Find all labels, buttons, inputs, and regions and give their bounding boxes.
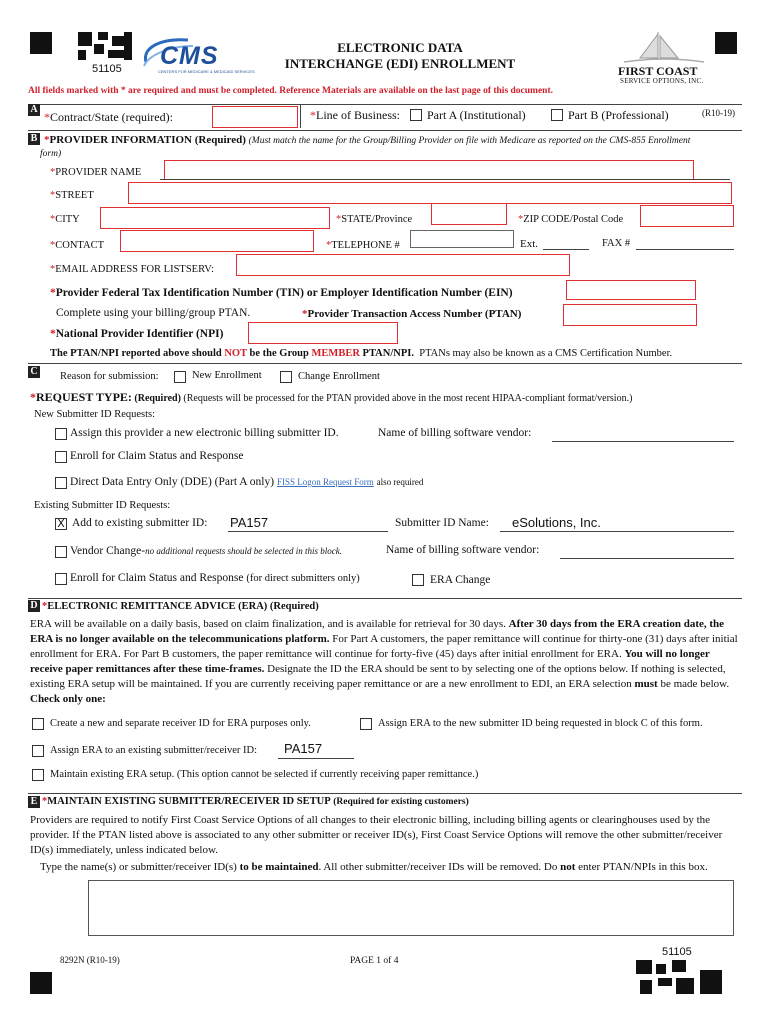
new-enrollment-label: New Enrollment	[192, 370, 262, 381]
provider-info-heading: *PROVIDER INFORMATION (Required) (Must match the name for the Group/Billing Provider on file with Medicare as reported on the CMS-855 Enrollment	[44, 134, 691, 146]
new-submitter-heading: New Submitter ID Requests:	[34, 409, 156, 420]
era-new-receiver-label: Create a new and separate receiver ID for ERA purposes only.	[50, 718, 311, 729]
zip-input[interactable]	[640, 205, 734, 227]
vendor-change-label: Vendor Change-no additional requests should be selected in this block.	[70, 545, 342, 557]
line-of-business-label: *Line of Business:	[310, 108, 400, 122]
part-a-checkbox[interactable]	[410, 109, 422, 121]
registration-mark-bottom-left	[30, 972, 52, 994]
era-assign-existing-label: Assign ERA to an existing submitter/receiver ID:	[50, 745, 258, 756]
section-d-marker: D	[28, 600, 40, 612]
form-title-line1: ELECTRONIC DATA	[337, 40, 463, 55]
era-maintain-label: Maintain existing ERA setup. (This option cannot be selected if currently receiving paper remittance.)	[50, 769, 479, 780]
enroll-direct-checkbox[interactable]	[55, 573, 67, 585]
change-enrollment-label: Change Enrollment	[298, 371, 380, 382]
barcode-bottom	[636, 960, 694, 994]
cms-logo-subtitle: CENTERS FOR MEDICARE & MEDICAID SERVICES	[158, 69, 255, 74]
telephone-input[interactable]	[410, 230, 514, 248]
form-number-top: 51105	[92, 63, 122, 75]
revision-label: (R10-19)	[702, 108, 735, 118]
city-label: *CITY	[50, 214, 80, 225]
submitter-id-name-label: Submitter ID Name:	[395, 517, 489, 529]
first-coast-logo	[618, 30, 710, 86]
era-assign-new-checkbox[interactable]	[360, 718, 372, 730]
first-coast-name: FIRST COAST	[618, 64, 698, 78]
maintain-instructions: Type the name(s) or submitter/receiver ID(s) to be maintained. All other submitter/receiver IDs will be removed. Do not enter PTAN/NPIs in this box.	[40, 861, 708, 873]
ptan-npi-note: The PTAN/NPI reported above should NOT be the Group MEMBER PTAN/NPI. PTANs may also be known as a CMS Certification Number.	[50, 348, 673, 359]
ext-label: Ext.	[520, 238, 539, 250]
state-label: *STATE/Province	[336, 214, 413, 225]
zip-label: *ZIP CODE/Postal Code	[518, 214, 624, 225]
enroll-claim-status-checkbox[interactable]	[55, 451, 67, 463]
existing-submitter-heading: Existing Submitter ID Requests:	[34, 500, 171, 511]
maintained-ids-textbox[interactable]	[88, 880, 734, 936]
assign-new-checkbox[interactable]	[55, 428, 67, 440]
part-a-label: Part A (Institutional)	[427, 108, 526, 122]
era-maintain-checkbox[interactable]	[32, 769, 44, 781]
era-assign-new-label: Assign ERA to the new submitter ID being requested in block C of this form.	[378, 718, 703, 729]
dde-label: Direct Data Entry Only (DDE) (Part A only) FISS Logon Request Form also required	[70, 476, 424, 488]
fax-label: FAX #	[602, 238, 631, 249]
provider-name-label: *PROVIDER NAME	[50, 167, 142, 178]
add-existing-checkbox[interactable]: X	[55, 518, 67, 530]
npi-label: *National Provider Identifier (NPI)	[50, 328, 224, 340]
email-label: *EMAIL ADDRESS FOR LISTSERV:	[50, 264, 214, 275]
section-a-marker: A	[28, 104, 40, 116]
ptan-intro: Complete using your billing/group PTAN.	[56, 307, 251, 319]
era-change-checkbox[interactable]	[412, 574, 424, 586]
vendor-name-label: Name of billing software vendor:	[378, 427, 532, 439]
email-input[interactable]	[236, 254, 570, 276]
provider-info-heading-cont: form)	[40, 149, 62, 159]
contact-label: *CONTACT	[50, 240, 104, 251]
contract-state-input[interactable]	[212, 106, 298, 128]
reason-label: Reason for submission:	[60, 371, 159, 382]
required-fields-notice: All fields marked with * are required and must be completed. Reference Materials are available on the last page of this document.	[28, 86, 554, 96]
section-c-marker: C	[28, 366, 40, 378]
ptan-label: *Provider Transaction Access Number (PTAN)	[302, 308, 522, 320]
city-input[interactable]	[100, 207, 330, 229]
page-number: PAGE 1 of 4	[350, 956, 399, 966]
form-number-bottom: 51105	[662, 946, 692, 958]
tin-label: *Provider Federal Tax Identification Number (TIN) or Employer Identification Number (EIN)	[50, 287, 513, 299]
era-assign-existing-checkbox[interactable]	[32, 745, 44, 757]
street-label: *STREET	[50, 190, 94, 201]
contact-input[interactable]	[120, 230, 314, 252]
new-enrollment-checkbox[interactable]	[174, 371, 186, 383]
fax-input[interactable]	[636, 249, 734, 250]
ptan-input[interactable]	[563, 304, 697, 326]
cms-logo-text: CMS	[160, 42, 219, 70]
state-input[interactable]	[431, 203, 507, 225]
assign-new-label: Assign this provider a new electronic billing submitter ID.	[70, 427, 339, 439]
enroll-claim-status-label: Enroll for Claim Status and Response	[70, 450, 244, 462]
change-enrollment-checkbox[interactable]	[280, 371, 292, 383]
submitter-id-name-input[interactable]	[500, 531, 734, 532]
era-assign-existing-input[interactable]	[278, 758, 354, 759]
add-existing-label: Add to existing submitter ID:	[72, 517, 208, 529]
npi-input[interactable]	[248, 322, 398, 344]
add-existing-input[interactable]	[228, 531, 388, 532]
first-coast-subtitle: SERVICE OPTIONS, INC.	[620, 77, 704, 85]
ext-input[interactable]	[543, 249, 589, 250]
enroll-direct-label: Enroll for Claim Status and Response (for direct submitters only)	[70, 572, 360, 584]
era-description: ERA will be available on a daily basis, based on claim finalization, and is available for retrieval for 30 days. After 30 days from the ERA creation date, the ERA is no longer available on the telecommunications platform. For Part A customers, the paper remittance will continue for thirty-one (31) days after initial enrollment for ERA. For Part B customers, the paper remittance will continue for forty-five (45) days after initial enrollment for ERA. You will no longer receive paper remittances after these time-frames. Designate the ID the ERA should be sent to by selecting one of the options below. If nothing is selected, existing ERA setup will be maintained. If you are currently receiving paper remittance or are a new enrollment to EDI, an ERA selection must be made below. Check only one:	[30, 618, 738, 705]
era-new-receiver-checkbox[interactable]	[32, 718, 44, 730]
part-b-label: Part B (Professional)	[568, 108, 669, 122]
form-code: 8292N (R10-19)	[60, 955, 120, 965]
provider-name-input[interactable]	[164, 160, 694, 180]
request-type-heading: *REQUEST TYPE: (Required) (Requests will be processed for the PTAN provided above in the most recent HIPAA-compliant format/version.)	[30, 390, 633, 404]
part-b-checkbox[interactable]	[551, 109, 563, 121]
section-b-marker: B	[28, 133, 40, 145]
tin-input[interactable]	[566, 280, 696, 300]
contract-state-label: *Contract/State (required):	[44, 110, 173, 124]
fiss-logon-link[interactable]: FISS Logon Request Form	[276, 477, 374, 487]
era-change-label: ERA Change	[430, 574, 491, 586]
section-e-marker: E	[28, 796, 40, 808]
vendor-change-checkbox[interactable]	[55, 546, 67, 558]
vendor-name-label-2: Name of billing software vendor:	[386, 544, 540, 556]
maintain-description: Providers are required to notify First Coast Service Options of all changes to their electronic billing, including billing agents or clearinghouses used by the provider. If the PTAN listed above is associated to any other submitter or receiver ID(s), First Coast Service Options will remove the other submitter/receiver ID(s) immediately, unless indicated below.	[30, 814, 723, 856]
submitter-id-name-value: eSolutions, Inc.	[512, 515, 601, 530]
vendor-name-input-2[interactable]	[560, 558, 734, 559]
era-assign-existing-value: PA157	[284, 741, 323, 756]
form-title-line2: INTERCHANGE (EDI) ENROLLMENT	[284, 56, 516, 71]
registration-mark-bottom-right	[700, 970, 722, 994]
vendor-name-input[interactable]	[552, 441, 734, 442]
maintain-heading: *MAINTAIN EXISTING SUBMITTER/RECEIVER ID SETUP (Required for existing customers)	[42, 796, 469, 807]
era-heading: *ELECTRONIC REMITTANCE ADVICE (ERA) (Required)	[42, 601, 319, 612]
telephone-label: *TELEPHONE #	[326, 240, 400, 251]
street-input[interactable]	[128, 182, 732, 204]
dde-checkbox[interactable]	[55, 477, 67, 489]
add-existing-value: PA157	[230, 515, 269, 530]
